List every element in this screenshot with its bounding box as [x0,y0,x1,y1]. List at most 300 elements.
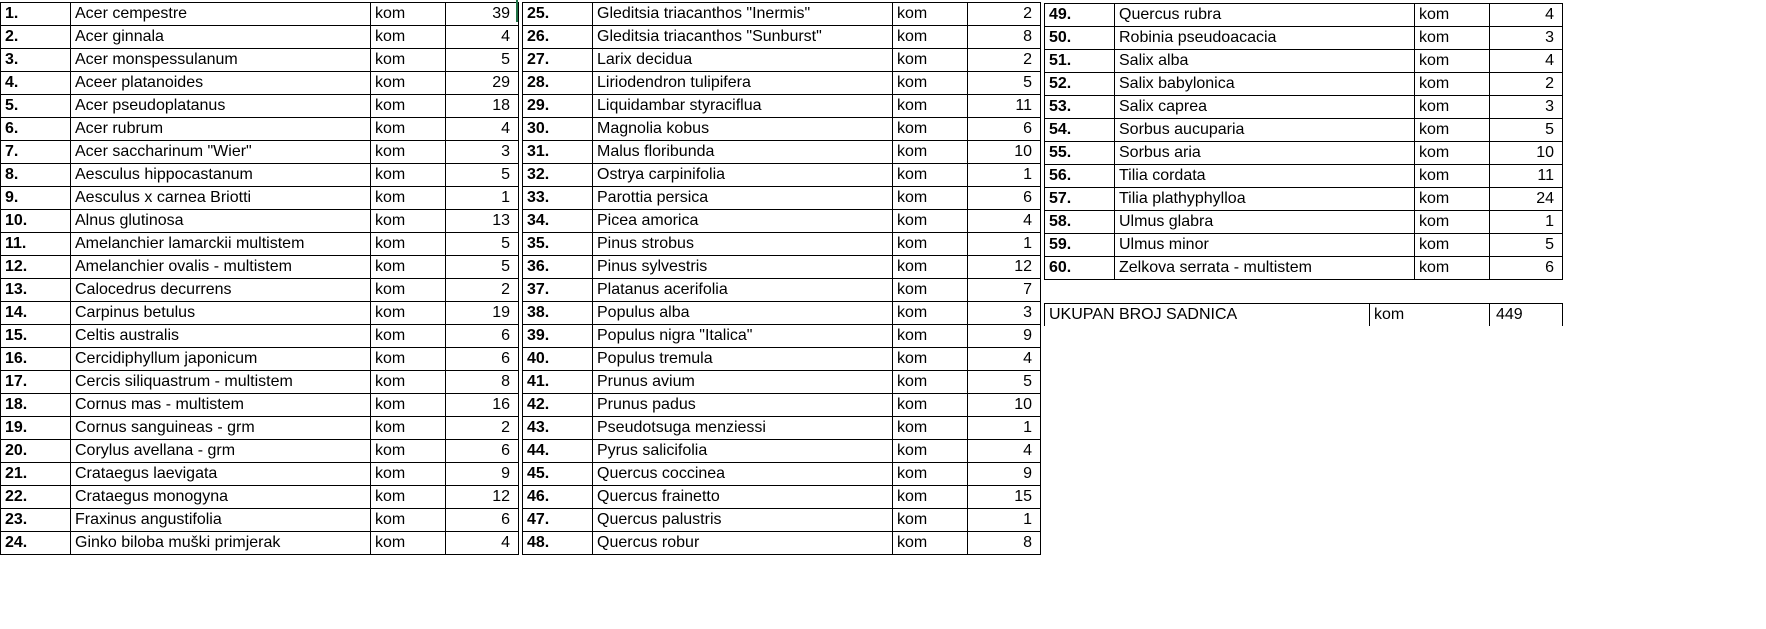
quantity-cell[interactable]: 7 [968,279,1041,302]
quantity-cell[interactable]: 6 [446,325,519,348]
unit-cell[interactable]: kom [1415,27,1490,50]
species-name-cell[interactable]: Fraxinus angustifolia [71,509,371,532]
quantity-cell[interactable]: 2 [1490,73,1563,96]
quantity-cell[interactable]: 3 [968,302,1041,325]
table-row[interactable] [1,95,519,118]
quantity-cell[interactable]: 1 [968,164,1041,187]
row-number-cell[interactable]: 34. [523,210,593,233]
unit-cell[interactable]: kom [1415,73,1490,96]
quantity-cell[interactable]: 11 [1490,165,1563,188]
table-row[interactable] [523,3,1041,26]
unit-cell[interactable]: kom [371,187,446,210]
row-number-cell[interactable]: 36. [523,256,593,279]
table-row[interactable] [523,164,1041,187]
row-number-cell[interactable]: 24. [1,532,71,555]
species-name-cell[interactable]: Prunus avium [593,371,893,394]
table-row[interactable] [1045,165,1563,188]
table-row[interactable] [523,440,1041,463]
table-row[interactable] [523,486,1041,509]
species-name-cell[interactable]: Cercidiphyllum japonicum [71,348,371,371]
unit-cell[interactable]: kom [371,417,446,440]
species-name-cell[interactable]: Larix decidua [593,49,893,72]
row-number-cell[interactable]: 11. [1,233,71,256]
unit-cell[interactable]: kom [1415,188,1490,211]
row-number-cell[interactable]: 47. [523,509,593,532]
species-name-cell[interactable]: Amelanchier ovalis - multistem [71,256,371,279]
species-name-cell[interactable]: Populus alba [593,302,893,325]
quantity-cell[interactable]: 4 [1490,50,1563,73]
row-number-cell[interactable]: 57. [1045,188,1115,211]
table-row[interactable] [523,26,1041,49]
unit-cell[interactable]: kom [893,72,968,95]
table-row[interactable] [1,72,519,95]
row-number-cell[interactable]: 15. [1,325,71,348]
quantity-cell[interactable]: 4 [446,532,519,555]
unit-cell[interactable]: kom [893,3,968,26]
species-name-cell[interactable]: Calocedrus decurrens [71,279,371,302]
unit-cell[interactable]: kom [1415,211,1490,234]
unit-cell[interactable]: kom [893,417,968,440]
table-row[interactable] [1,279,519,302]
species-name-cell[interactable]: Liriodendron tulipifera [593,72,893,95]
quantity-cell[interactable]: 5 [446,49,519,72]
table-row[interactable] [523,463,1041,486]
quantity-cell[interactable]: 5 [968,72,1041,95]
species-name-cell[interactable]: Quercus rubra [1115,4,1415,27]
species-name-cell[interactable]: Pinus sylvestris [593,256,893,279]
row-number-cell[interactable]: 12. [1,256,71,279]
unit-cell[interactable]: kom [371,325,446,348]
species-name-cell[interactable]: Picea amorica [593,210,893,233]
quantity-cell[interactable]: 2 [446,417,519,440]
table-row[interactable] [1,164,519,187]
row-number-cell[interactable]: 46. [523,486,593,509]
row-number-cell[interactable]: 60. [1045,257,1115,280]
unit-cell[interactable]: kom [893,26,968,49]
table-row[interactable] [523,279,1041,302]
table-row[interactable] [523,417,1041,440]
quantity-cell[interactable]: 1 [968,509,1041,532]
table-row[interactable] [523,256,1041,279]
unit-cell[interactable]: kom [1415,234,1490,257]
unit-cell[interactable]: kom [371,256,446,279]
species-name-cell[interactable]: Populus tremula [593,348,893,371]
unit-cell[interactable]: kom [893,256,968,279]
row-number-cell[interactable]: 17. [1,371,71,394]
row-number-cell[interactable]: 9. [1,187,71,210]
quantity-cell[interactable]: 12 [968,256,1041,279]
table-row[interactable] [1,509,519,532]
species-name-cell[interactable]: Cornus mas - multistem [71,394,371,417]
quantity-cell[interactable]: 19 [446,302,519,325]
unit-cell[interactable]: kom [893,118,968,141]
row-number-cell[interactable]: 42. [523,394,593,417]
unit-cell[interactable]: kom [371,486,446,509]
species-name-cell[interactable]: Ulmus minor [1115,234,1415,257]
row-number-cell[interactable]: 39. [523,325,593,348]
species-name-cell[interactable]: Ginko biloba muški primjerak [71,532,371,555]
unit-cell[interactable]: kom [893,348,968,371]
quantity-cell[interactable]: 4 [1490,4,1563,27]
species-name-cell[interactable]: Platanus acerifolia [593,279,893,302]
unit-cell[interactable]: kom [371,371,446,394]
quantity-cell[interactable]: 9 [446,463,519,486]
table-row[interactable] [1,440,519,463]
quantity-cell[interactable]: 5 [446,164,519,187]
row-number-cell[interactable]: 5. [1,95,71,118]
unit-cell[interactable]: kom [371,118,446,141]
species-name-cell[interactable]: Ulmus glabra [1115,211,1415,234]
row-number-cell[interactable]: 49. [1045,4,1115,27]
unit-cell[interactable]: kom [893,141,968,164]
species-name-cell[interactable]: Pinus strobus [593,233,893,256]
row-number-cell[interactable]: 28. [523,72,593,95]
row-number-cell[interactable]: 16. [1,348,71,371]
unit-cell[interactable]: kom [893,532,968,555]
species-name-cell[interactable]: Quercus palustris [593,509,893,532]
row-number-cell[interactable]: 50. [1045,27,1115,50]
quantity-cell[interactable]: 6 [968,187,1041,210]
table-row[interactable] [1045,119,1563,142]
quantity-cell[interactable]: 15 [968,486,1041,509]
unit-cell[interactable]: kom [893,164,968,187]
row-number-cell[interactable]: 1. [1,3,71,26]
quantity-cell[interactable]: 5 [446,233,519,256]
species-name-cell[interactable]: Acer cempestre [71,3,371,26]
row-number-cell[interactable]: 40. [523,348,593,371]
unit-cell[interactable]: kom [893,440,968,463]
quantity-cell[interactable]: 8 [968,26,1041,49]
unit-cell[interactable]: kom [1415,50,1490,73]
unit-cell[interactable]: kom [893,233,968,256]
row-number-cell[interactable]: 35. [523,233,593,256]
table-row[interactable] [1045,50,1563,73]
species-name-cell[interactable]: Salix caprea [1115,96,1415,119]
unit-cell[interactable]: kom [371,210,446,233]
species-name-cell[interactable]: Liquidambar styraciflua [593,95,893,118]
row-number-cell[interactable]: 43. [523,417,593,440]
table-row[interactable] [1,141,519,164]
species-name-cell[interactable]: Sorbus aucuparia [1115,119,1415,142]
table-row[interactable] [523,532,1041,555]
table-row[interactable] [1,233,519,256]
unit-cell[interactable]: kom [371,95,446,118]
table-row[interactable] [1,187,519,210]
species-name-cell[interactable]: Magnolia kobus [593,118,893,141]
species-name-cell[interactable]: Cercis siliquastrum - multistem [71,371,371,394]
table-row[interactable] [1,348,519,371]
species-name-cell[interactable]: Robinia pseudoacacia [1115,27,1415,50]
species-name-cell[interactable]: Sorbus aria [1115,142,1415,165]
species-name-cell[interactable]: Aesculus hippocastanum [71,164,371,187]
quantity-cell[interactable]: 29 [446,72,519,95]
table-row[interactable] [523,394,1041,417]
row-number-cell[interactable]: 23. [1,509,71,532]
table-row[interactable] [1,256,519,279]
table-row[interactable] [1,417,519,440]
row-number-cell[interactable]: 55. [1045,142,1115,165]
species-name-cell[interactable]: Zelkova serrata - multistem [1115,257,1415,280]
unit-cell[interactable]: kom [371,279,446,302]
table-row[interactable] [1045,4,1563,27]
table-row[interactable] [523,233,1041,256]
row-number-cell[interactable]: 59. [1045,234,1115,257]
quantity-cell[interactable]: 10 [1490,142,1563,165]
quantity-cell[interactable]: 6 [446,348,519,371]
species-name-cell[interactable]: Quercus coccinea [593,463,893,486]
quantity-cell[interactable]: 3 [1490,27,1563,50]
table-row[interactable] [523,509,1041,532]
quantity-cell[interactable]: 2 [446,279,519,302]
unit-cell[interactable]: kom [1415,4,1490,27]
table-row[interactable] [1,210,519,233]
table-row[interactable] [1045,96,1563,119]
row-number-cell[interactable]: 6. [1,118,71,141]
quantity-cell[interactable]: 2 [968,3,1041,26]
unit-cell[interactable]: kom [1415,96,1490,119]
row-number-cell[interactable]: 10. [1,210,71,233]
quantity-cell[interactable]: 6 [968,118,1041,141]
quantity-cell[interactable]: 2 [968,49,1041,72]
quantity-cell[interactable]: 6 [446,440,519,463]
unit-cell[interactable]: kom [893,95,968,118]
quantity-cell[interactable]: 10 [968,141,1041,164]
quantity-cell[interactable]: 1 [968,417,1041,440]
table-row[interactable] [1,49,519,72]
unit-cell[interactable]: kom [371,72,446,95]
unit-cell[interactable]: kom [893,210,968,233]
unit-cell[interactable]: kom [371,164,446,187]
species-name-cell[interactable]: Tilia plathyphylloa [1115,188,1415,211]
table-row[interactable] [523,325,1041,348]
row-number-cell[interactable]: 45. [523,463,593,486]
table-row[interactable] [1045,211,1563,234]
species-name-cell[interactable]: Prunus padus [593,394,893,417]
table-row[interactable] [523,371,1041,394]
unit-cell[interactable]: kom [1415,257,1490,280]
species-name-cell[interactable]: Carpinus betulus [71,302,371,325]
table-row[interactable] [523,95,1041,118]
row-number-cell[interactable]: 51. [1045,50,1115,73]
unit-cell[interactable]: kom [371,394,446,417]
quantity-cell[interactable]: 3 [1490,96,1563,119]
species-name-cell[interactable]: Acer saccharinum "Wier" [71,141,371,164]
quantity-cell[interactable]: 5 [968,371,1041,394]
quantity-cell[interactable]: 4 [968,348,1041,371]
quantity-cell[interactable]: 16 [446,394,519,417]
quantity-cell[interactable]: 4 [446,118,519,141]
row-number-cell[interactable]: 8. [1,164,71,187]
unit-cell[interactable]: kom [893,371,968,394]
total-qty[interactable]: 449 [1490,304,1563,327]
quantity-cell[interactable]: 24 [1490,188,1563,211]
table-row[interactable] [523,187,1041,210]
species-name-cell[interactable]: Cornus sanguineas - grm [71,417,371,440]
table-row[interactable] [1,3,519,26]
quantity-cell[interactable]: 1 [446,187,519,210]
total-row[interactable] [1045,304,1563,327]
species-name-cell[interactable]: Quercus frainetto [593,486,893,509]
species-name-cell[interactable]: Corylus avellana - grm [71,440,371,463]
quantity-cell[interactable]: 1 [1490,211,1563,234]
quantity-cell[interactable]: 4 [446,26,519,49]
species-name-cell[interactable]: Crataegus monogyna [71,486,371,509]
species-name-cell[interactable]: Alnus glutinosa [71,210,371,233]
species-name-cell[interactable]: Acer monspessulanum [71,49,371,72]
quantity-cell[interactable]: 13 [446,210,519,233]
unit-cell[interactable]: kom [371,440,446,463]
unit-cell[interactable]: kom [893,509,968,532]
table-row[interactable] [1045,188,1563,211]
table-row[interactable] [1,394,519,417]
table-row[interactable] [523,118,1041,141]
quantity-cell[interactable]: 11 [968,95,1041,118]
quantity-cell[interactable]: 9 [968,325,1041,348]
table-row[interactable] [523,302,1041,325]
row-number-cell[interactable]: 14. [1,302,71,325]
total-unit[interactable]: kom [1370,304,1490,327]
quantity-cell[interactable]: 4 [968,210,1041,233]
unit-cell[interactable]: kom [371,26,446,49]
row-number-cell[interactable]: 53. [1045,96,1115,119]
row-number-cell[interactable]: 32. [523,164,593,187]
quantity-cell[interactable]: 18 [446,95,519,118]
row-number-cell[interactable]: 58. [1045,211,1115,234]
row-number-cell[interactable]: 44. [523,440,593,463]
quantity-cell[interactable]: 4 [968,440,1041,463]
species-name-cell[interactable]: Aceer platanoides [71,72,371,95]
unit-cell[interactable]: kom [893,486,968,509]
total-label[interactable]: UKUPAN BROJ SADNICA [1045,304,1370,327]
row-number-cell[interactable]: 26. [523,26,593,49]
quantity-cell[interactable]: 5 [446,256,519,279]
row-number-cell[interactable]: 19. [1,417,71,440]
unit-cell[interactable]: kom [893,187,968,210]
table-row[interactable] [1045,142,1563,165]
unit-cell[interactable]: kom [371,302,446,325]
row-number-cell[interactable]: 4. [1,72,71,95]
table-row[interactable] [523,72,1041,95]
row-number-cell[interactable]: 52. [1045,73,1115,96]
species-name-cell[interactable]: Tilia cordata [1115,165,1415,188]
quantity-cell[interactable]: 9 [968,463,1041,486]
table-row[interactable] [523,210,1041,233]
species-name-cell[interactable]: Ostrya carpinifolia [593,164,893,187]
quantity-cell[interactable]: 10 [968,394,1041,417]
table-row[interactable] [1,325,519,348]
row-number-cell[interactable]: 29. [523,95,593,118]
species-name-cell[interactable]: Pyrus salicifolia [593,440,893,463]
table-row[interactable] [1,463,519,486]
unit-cell[interactable]: kom [893,279,968,302]
species-name-cell[interactable]: Parottia persica [593,187,893,210]
species-name-cell[interactable]: Malus floribunda [593,141,893,164]
row-number-cell[interactable]: 31. [523,141,593,164]
row-number-cell[interactable]: 3. [1,49,71,72]
species-name-cell[interactable]: Celtis australis [71,325,371,348]
species-name-cell[interactable]: Acer ginnala [71,26,371,49]
quantity-cell[interactable]: 6 [1490,257,1563,280]
quantity-cell[interactable]: 8 [968,532,1041,555]
row-number-cell[interactable]: 27. [523,49,593,72]
row-number-cell[interactable]: 48. [523,532,593,555]
unit-cell[interactable]: kom [893,302,968,325]
table-row[interactable] [1,486,519,509]
species-name-cell[interactable]: Acer rubrum [71,118,371,141]
quantity-cell[interactable]: 8 [446,371,519,394]
unit-cell[interactable]: kom [371,233,446,256]
species-name-cell[interactable]: Pseudotsuga menziessi [593,417,893,440]
row-number-cell[interactable]: 18. [1,394,71,417]
unit-cell[interactable]: kom [1415,119,1490,142]
species-name-cell[interactable]: Quercus robur [593,532,893,555]
table-row[interactable] [1,118,519,141]
quantity-cell[interactable]: 39 [446,3,519,26]
table-row[interactable] [1045,234,1563,257]
unit-cell[interactable]: kom [371,532,446,555]
unit-cell[interactable]: kom [1415,142,1490,165]
row-number-cell[interactable]: 30. [523,118,593,141]
unit-cell[interactable]: kom [893,394,968,417]
row-number-cell[interactable]: 37. [523,279,593,302]
table-row[interactable] [523,348,1041,371]
unit-cell[interactable]: kom [371,348,446,371]
unit-cell[interactable]: kom [371,49,446,72]
table-row[interactable] [523,49,1041,72]
quantity-cell[interactable]: 12 [446,486,519,509]
quantity-cell[interactable]: 1 [968,233,1041,256]
unit-cell[interactable]: kom [893,325,968,348]
row-number-cell[interactable]: 41. [523,371,593,394]
table-row[interactable] [1045,27,1563,50]
table-row[interactable] [1045,73,1563,96]
table-row[interactable] [523,141,1041,164]
row-number-cell[interactable]: 22. [1,486,71,509]
unit-cell[interactable]: kom [371,509,446,532]
unit-cell[interactable]: kom [893,49,968,72]
row-number-cell[interactable]: 21. [1,463,71,486]
species-name-cell[interactable]: Populus nigra "Italica" [593,325,893,348]
row-number-cell[interactable]: 38. [523,302,593,325]
table-row[interactable] [1,26,519,49]
quantity-cell[interactable]: 5 [1490,234,1563,257]
unit-cell[interactable]: kom [371,141,446,164]
row-number-cell[interactable]: 56. [1045,165,1115,188]
unit-cell[interactable]: kom [371,3,446,26]
table-row[interactable] [1,302,519,325]
table-row[interactable] [1045,257,1563,280]
species-name-cell[interactable]: Amelanchier lamarckii multistem [71,233,371,256]
row-number-cell[interactable]: 2. [1,26,71,49]
unit-cell[interactable]: kom [1415,165,1490,188]
row-number-cell[interactable]: 20. [1,440,71,463]
row-number-cell[interactable]: 54. [1045,119,1115,142]
row-number-cell[interactable]: 7. [1,141,71,164]
row-number-cell[interactable]: 25. [523,3,593,26]
species-name-cell[interactable]: Salix alba [1115,50,1415,73]
species-name-cell[interactable]: Salix babylonica [1115,73,1415,96]
quantity-cell[interactable]: 3 [446,141,519,164]
species-name-cell[interactable]: Gleditsia triacanthos "Sunburst" [593,26,893,49]
table-row[interactable] [1,371,519,394]
species-name-cell[interactable]: Acer pseudoplatanus [71,95,371,118]
unit-cell[interactable]: kom [893,463,968,486]
species-name-cell[interactable]: Crataegus laevigata [71,463,371,486]
species-name-cell[interactable]: Gleditsia triacanthos "Inermis" [593,3,893,26]
row-number-cell[interactable]: 33. [523,187,593,210]
species-name-cell[interactable]: Aesculus x carnea Briotti [71,187,371,210]
table-row[interactable] [1,532,519,555]
